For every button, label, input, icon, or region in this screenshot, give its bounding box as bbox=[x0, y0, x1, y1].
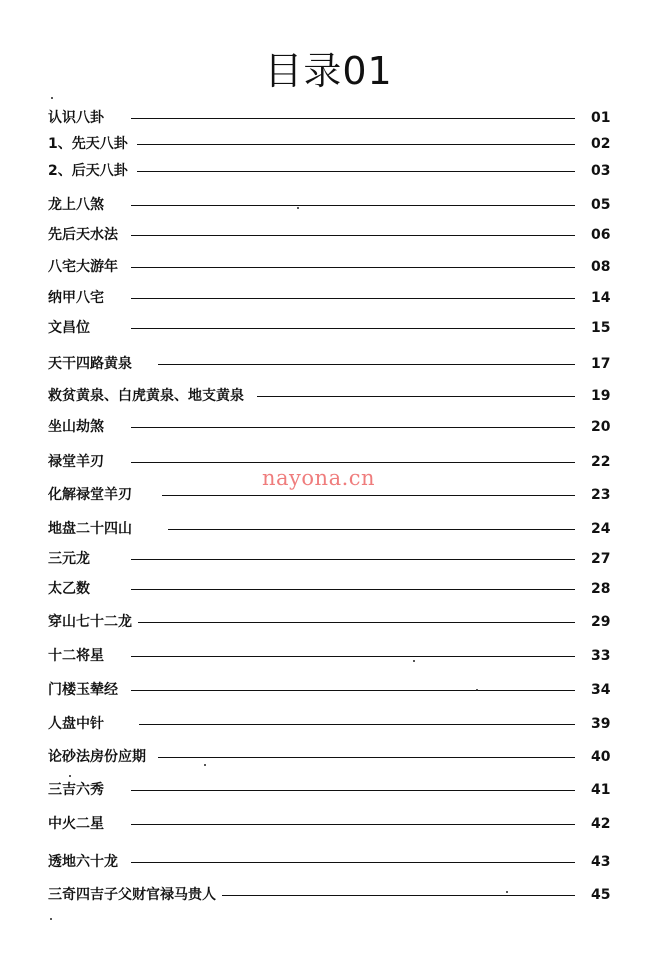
toc-entry-page: 02 bbox=[591, 136, 611, 152]
toc-entry-label: 2、后天八卦 bbox=[48, 163, 128, 179]
leader-line bbox=[131, 298, 575, 299]
toc-entry-label: 三元龙 bbox=[48, 551, 90, 567]
toc-entry bbox=[0, 577, 657, 601]
toc-entry bbox=[0, 610, 657, 634]
toc-entry-page: 14 bbox=[591, 290, 611, 306]
toc-entry-page: 05 bbox=[591, 197, 611, 213]
scan-speck bbox=[204, 764, 206, 766]
leader-line bbox=[162, 495, 575, 496]
leader-line bbox=[131, 328, 575, 329]
toc-entry-label: 中火二星 bbox=[48, 816, 104, 832]
toc-entry bbox=[0, 547, 657, 571]
leader-line bbox=[131, 118, 575, 119]
toc-entry-label: 救贫黄泉、白虎黄泉、地支黄泉 bbox=[48, 388, 244, 404]
toc-entry bbox=[0, 712, 657, 736]
scan-speck bbox=[297, 207, 299, 209]
leader-line bbox=[131, 862, 575, 863]
toc-entry-page: 34 bbox=[591, 682, 611, 698]
leader-line bbox=[131, 205, 575, 206]
leader-line bbox=[131, 656, 575, 657]
toc-entry-page: 42 bbox=[591, 816, 611, 832]
toc-entry-label: 文昌位 bbox=[48, 320, 90, 336]
toc-entry bbox=[0, 415, 657, 439]
toc-entry-label: 坐山劫煞 bbox=[48, 419, 104, 435]
toc-entry-label: 禄堂羊刃 bbox=[48, 454, 104, 470]
leader-line bbox=[137, 171, 575, 172]
toc-entry bbox=[0, 850, 657, 874]
toc-entry-page: 39 bbox=[591, 716, 611, 732]
toc-entry bbox=[0, 223, 657, 247]
toc-entry-label: 十二将星 bbox=[48, 648, 104, 664]
toc-entry-page: 28 bbox=[591, 581, 611, 597]
toc-entry-label: 透地六十龙 bbox=[48, 854, 118, 870]
toc-entry-label: 论砂法房份应期 bbox=[48, 749, 146, 765]
toc-entry bbox=[0, 286, 657, 310]
toc-entry-page: 41 bbox=[591, 782, 611, 798]
toc-entry-label: 三吉六秀 bbox=[48, 782, 104, 798]
toc-entry-page: 17 bbox=[591, 356, 611, 372]
leader-line bbox=[131, 427, 575, 428]
leader-line bbox=[131, 824, 575, 825]
toc-entry-label: 穿山七十二龙 bbox=[48, 614, 132, 630]
toc-entry-page: 23 bbox=[591, 487, 611, 503]
leader-line bbox=[139, 724, 575, 725]
leader-line bbox=[131, 559, 575, 560]
toc-entry bbox=[0, 678, 657, 702]
toc-entry-label: 龙上八煞 bbox=[48, 197, 104, 213]
toc-entry-page: 22 bbox=[591, 454, 611, 470]
leader-line bbox=[131, 589, 575, 590]
toc-entry-label: 门楼玉辇经 bbox=[48, 682, 118, 698]
toc-entry bbox=[0, 316, 657, 340]
scan-speck bbox=[476, 689, 478, 691]
leader-line bbox=[158, 364, 575, 365]
leader-line bbox=[138, 622, 575, 623]
toc-entry-page: 33 bbox=[591, 648, 611, 664]
toc-entry-page: 24 bbox=[591, 521, 611, 537]
toc-entry bbox=[0, 745, 657, 769]
toc-entry bbox=[0, 193, 657, 217]
toc-entry bbox=[0, 106, 657, 130]
toc-entry-page: 43 bbox=[591, 854, 611, 870]
toc-entry bbox=[0, 778, 657, 802]
toc-entry bbox=[0, 883, 657, 907]
leader-line bbox=[131, 267, 575, 268]
toc-entry-page: 45 bbox=[591, 887, 611, 903]
toc-entry-label: 纳甲八宅 bbox=[48, 290, 104, 306]
toc-entry-label: 先后天水法 bbox=[48, 227, 118, 243]
toc-entry-label: 天干四路黄泉 bbox=[48, 356, 132, 372]
toc-entry-page: 29 bbox=[591, 614, 611, 630]
toc-entry-page: 08 bbox=[591, 259, 611, 275]
leader-line bbox=[131, 235, 575, 236]
watermark: nayona.cn bbox=[262, 466, 376, 490]
leader-line bbox=[131, 462, 575, 463]
toc-entry-label: 八宅大游年 bbox=[48, 259, 118, 275]
toc-entry-page: 40 bbox=[591, 749, 611, 765]
toc-entry-label: 人盘中针 bbox=[48, 716, 104, 732]
toc-entry-page: 03 bbox=[591, 163, 611, 179]
toc-entry-label: 化解禄堂羊刃 bbox=[48, 487, 132, 503]
toc-entry bbox=[0, 384, 657, 408]
toc-entry-page: 06 bbox=[591, 227, 611, 243]
toc-entry-page: 20 bbox=[591, 419, 611, 435]
toc-entry-label: 1、先天八卦 bbox=[48, 136, 128, 152]
leader-line bbox=[131, 790, 575, 791]
toc-entry bbox=[0, 517, 657, 541]
scan-speck bbox=[413, 660, 415, 662]
toc-entry bbox=[0, 812, 657, 836]
leader-line bbox=[168, 529, 575, 530]
toc-entry-label: 认识八卦 bbox=[48, 110, 104, 126]
toc-entry-page: 27 bbox=[591, 551, 611, 567]
toc-entry bbox=[0, 132, 657, 156]
scan-speck bbox=[506, 891, 508, 893]
toc-entry bbox=[0, 644, 657, 668]
leader-line bbox=[131, 690, 575, 691]
page-title: 目录01 bbox=[264, 49, 393, 93]
toc-entry-page: 19 bbox=[591, 388, 611, 404]
scan-speck bbox=[69, 775, 71, 777]
leader-line bbox=[222, 895, 575, 896]
toc-entry-page: 01 bbox=[591, 110, 611, 126]
toc-entry bbox=[0, 352, 657, 376]
toc-entry bbox=[0, 159, 657, 183]
leader-line bbox=[137, 144, 575, 145]
leader-line bbox=[257, 396, 575, 397]
scan-speck bbox=[51, 97, 53, 99]
toc-entry-label: 三奇四吉子父财官禄马贵人 bbox=[48, 887, 216, 903]
toc-entry-label: 太乙数 bbox=[48, 581, 90, 597]
toc-entry-page: 15 bbox=[591, 320, 611, 336]
toc-entry bbox=[0, 255, 657, 279]
toc-entry-label: 地盘二十四山 bbox=[48, 521, 132, 537]
scan-speck bbox=[50, 918, 52, 920]
leader-line bbox=[158, 757, 575, 758]
